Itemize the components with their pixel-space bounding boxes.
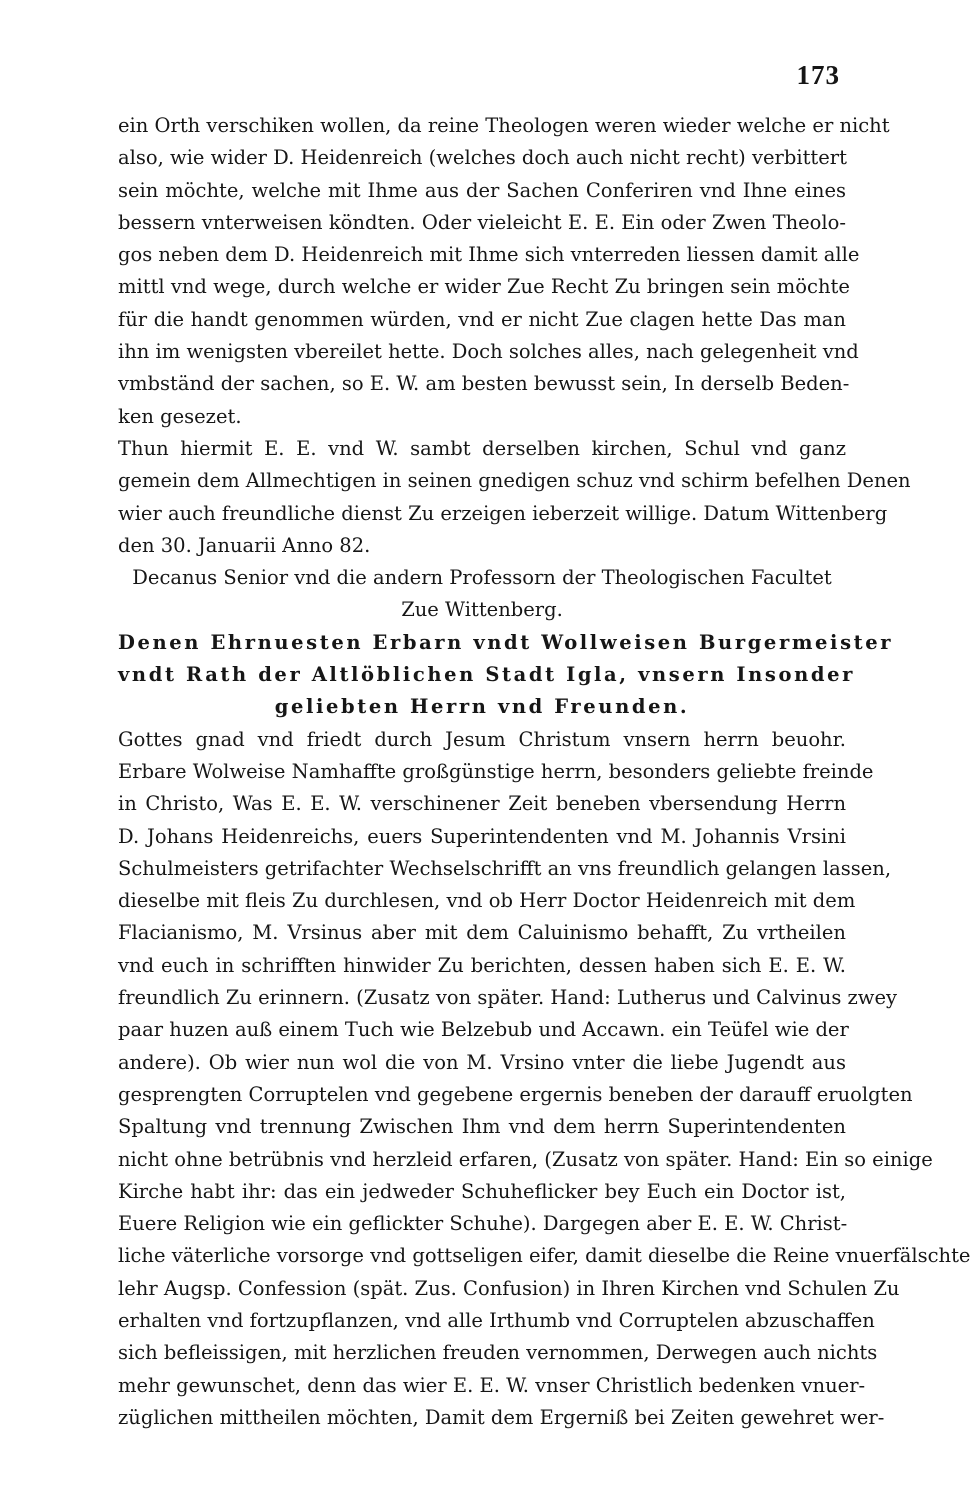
text-line: sein möchte, welche mit Ihme aus der Sachen Conferiren vnd Ihne eines <box>118 178 846 202</box>
text-line: also, wie wider D. Heidenreich (welches doch auch nicht recht) verbittert <box>118 146 847 170</box>
text-line: mittl vnd wege, durch welche er wider Zue Recht Zu bringen sein möchte <box>118 275 850 299</box>
text-line: nicht ohne betrübnis vnd herzleid erfaren, (Zusatz von später. Hand: Ein so einige <box>118 1147 933 1171</box>
text-line: gesprengten Corruptelen vnd gegebene ergernis beneben der darauff eruolgten <box>118 1082 913 1106</box>
text-line: Thun hiermit E. E. vnd W. sambt derselben kirchen, Schul vnd ganz <box>118 436 846 460</box>
text-line: dieselbe mit fleis Zu durchlesen, vnd ob Herr Doctor Heidenreich mit dem <box>118 889 856 913</box>
text-line: D. Johans Heidenreichs, euers Superintendenten vnd M. Johannis Vrsini <box>118 824 846 848</box>
text-line: Gottes gnad vnd friedt durch Jesum Christum vnsern herrn beuohr. <box>118 727 846 751</box>
text-line: Zue Wittenberg. <box>401 598 563 622</box>
text-line: vndt Rath der Altlöblichen Stadt Igla, vnsern Insonder <box>118 663 855 687</box>
text-line: vnd euch in schrifften hinwider Zu berichten, dessen haben sich E. E. W. <box>118 953 846 977</box>
text-line: Decanus Senior vnd die andern Professorn der Theologischen Facultet <box>132 566 832 590</box>
text-line: freundlich Zu erinnern. (Zusatz von später. Hand: Lutherus und Calvinus zwey <box>118 986 898 1010</box>
text-line: liche väterliche vorsorge vnd gottseligen eifer, damit dieselbe die Reine vnuerfälschte <box>118 1244 970 1268</box>
text-line: andere). Ob wier nun wol die von M. Vrsino vnter die liebe Jugendt aus <box>118 1050 846 1074</box>
text-line: wier auch freundliche dienst Zu erzeigen ieberzeit willige. Datum Wittenberg <box>118 501 888 525</box>
text-line: Kirche habt ihr: das ein jedweder Schuheflicker bey Euch ein Doctor ist, <box>118 1179 846 1203</box>
text-line: Denen Ehrnuesten Erbarn vndt Wollweisen Burgermeister <box>118 630 894 654</box>
text-line: geliebten Herrn vnd Freunden. <box>274 695 690 719</box>
text-line: bessern vnterweisen köndten. Oder vieleicht E. E. Ein oder Zwen Theolo- <box>118 210 846 234</box>
text-line: Erbare Wolweise Namhaffte großgünstige herrn, besonders geliebte freinde <box>118 759 874 783</box>
text-line: paar huzen auß einem Tuch wie Belzebub und Accawn. ein Teüfel wie der <box>118 1018 849 1042</box>
text-line: Spaltung vnd trennung Zwischen Ihm vnd dem herrn Superintendenten <box>118 1115 846 1139</box>
text-line: den 30. Januarii Anno 82. <box>118 533 371 557</box>
text-line: ein Orth verschiken wollen, da reine Theologen weren wieder welche er nicht <box>118 114 890 137</box>
text-line: sich befleissigen, mit herzlichen freuden vernommen, Derwegen auch nichts <box>118 1341 878 1365</box>
text-line: Euere Religion wie ein geflickter Schuhe). Dargegen aber E. E. W. Christ- <box>118 1212 848 1236</box>
text-line: mehr gewunschet, denn das wier E. E. W. vnser Christlich bedenken vnuer- <box>118 1373 866 1397</box>
text-line: züglichen mittheilen möchten, Damit dem Ergerniß bei Zeiten gewehret wer- <box>118 1405 885 1429</box>
text-line: gos neben dem D. Heidenreich mit Ihme sich vnterreden liessen damit alle <box>118 243 860 267</box>
body-text <box>118 110 970 1434</box>
text-line: gemein dem Allmechtigen in seinen gnedigen schuz vnd schirm befelhen Denen <box>118 469 911 493</box>
text-line: vmbständ der sachen, so E. W. am besten bewusst sein, In derselb Beden- <box>118 372 850 396</box>
text-line: Schulmeisters getrifachter Wechselschrifft an vns freundlich gelangen lassen, <box>118 856 892 880</box>
page-number: 173 <box>796 60 840 90</box>
text-line: Flacianismo, M. Vrsinus aber mit dem Caluinismo behafft, Zu vrtheilen <box>118 921 846 945</box>
text-line: in Christo, Was E. E. W. verschinener Zeit beneben vbersendung Herrn <box>118 792 846 816</box>
text-line: lehr Augsp. Confession (spät. Zus. Confusion) in Ihren Kirchen vnd Schulen Zu <box>118 1276 900 1300</box>
text-line: für die handt genommen würden, vnd er nicht Zue clagen hette Das man <box>118 307 846 331</box>
text-line: ihn im wenigsten vbereilet hette. Doch solches alles, nach gelegenheit vnd <box>118 340 859 364</box>
text-line: ken gesezet. <box>118 404 242 428</box>
text-line: erhalten vnd fortzupflanzen, vnd alle Irthumb vnd Corruptelen abzuschaffen <box>118 1308 875 1332</box>
